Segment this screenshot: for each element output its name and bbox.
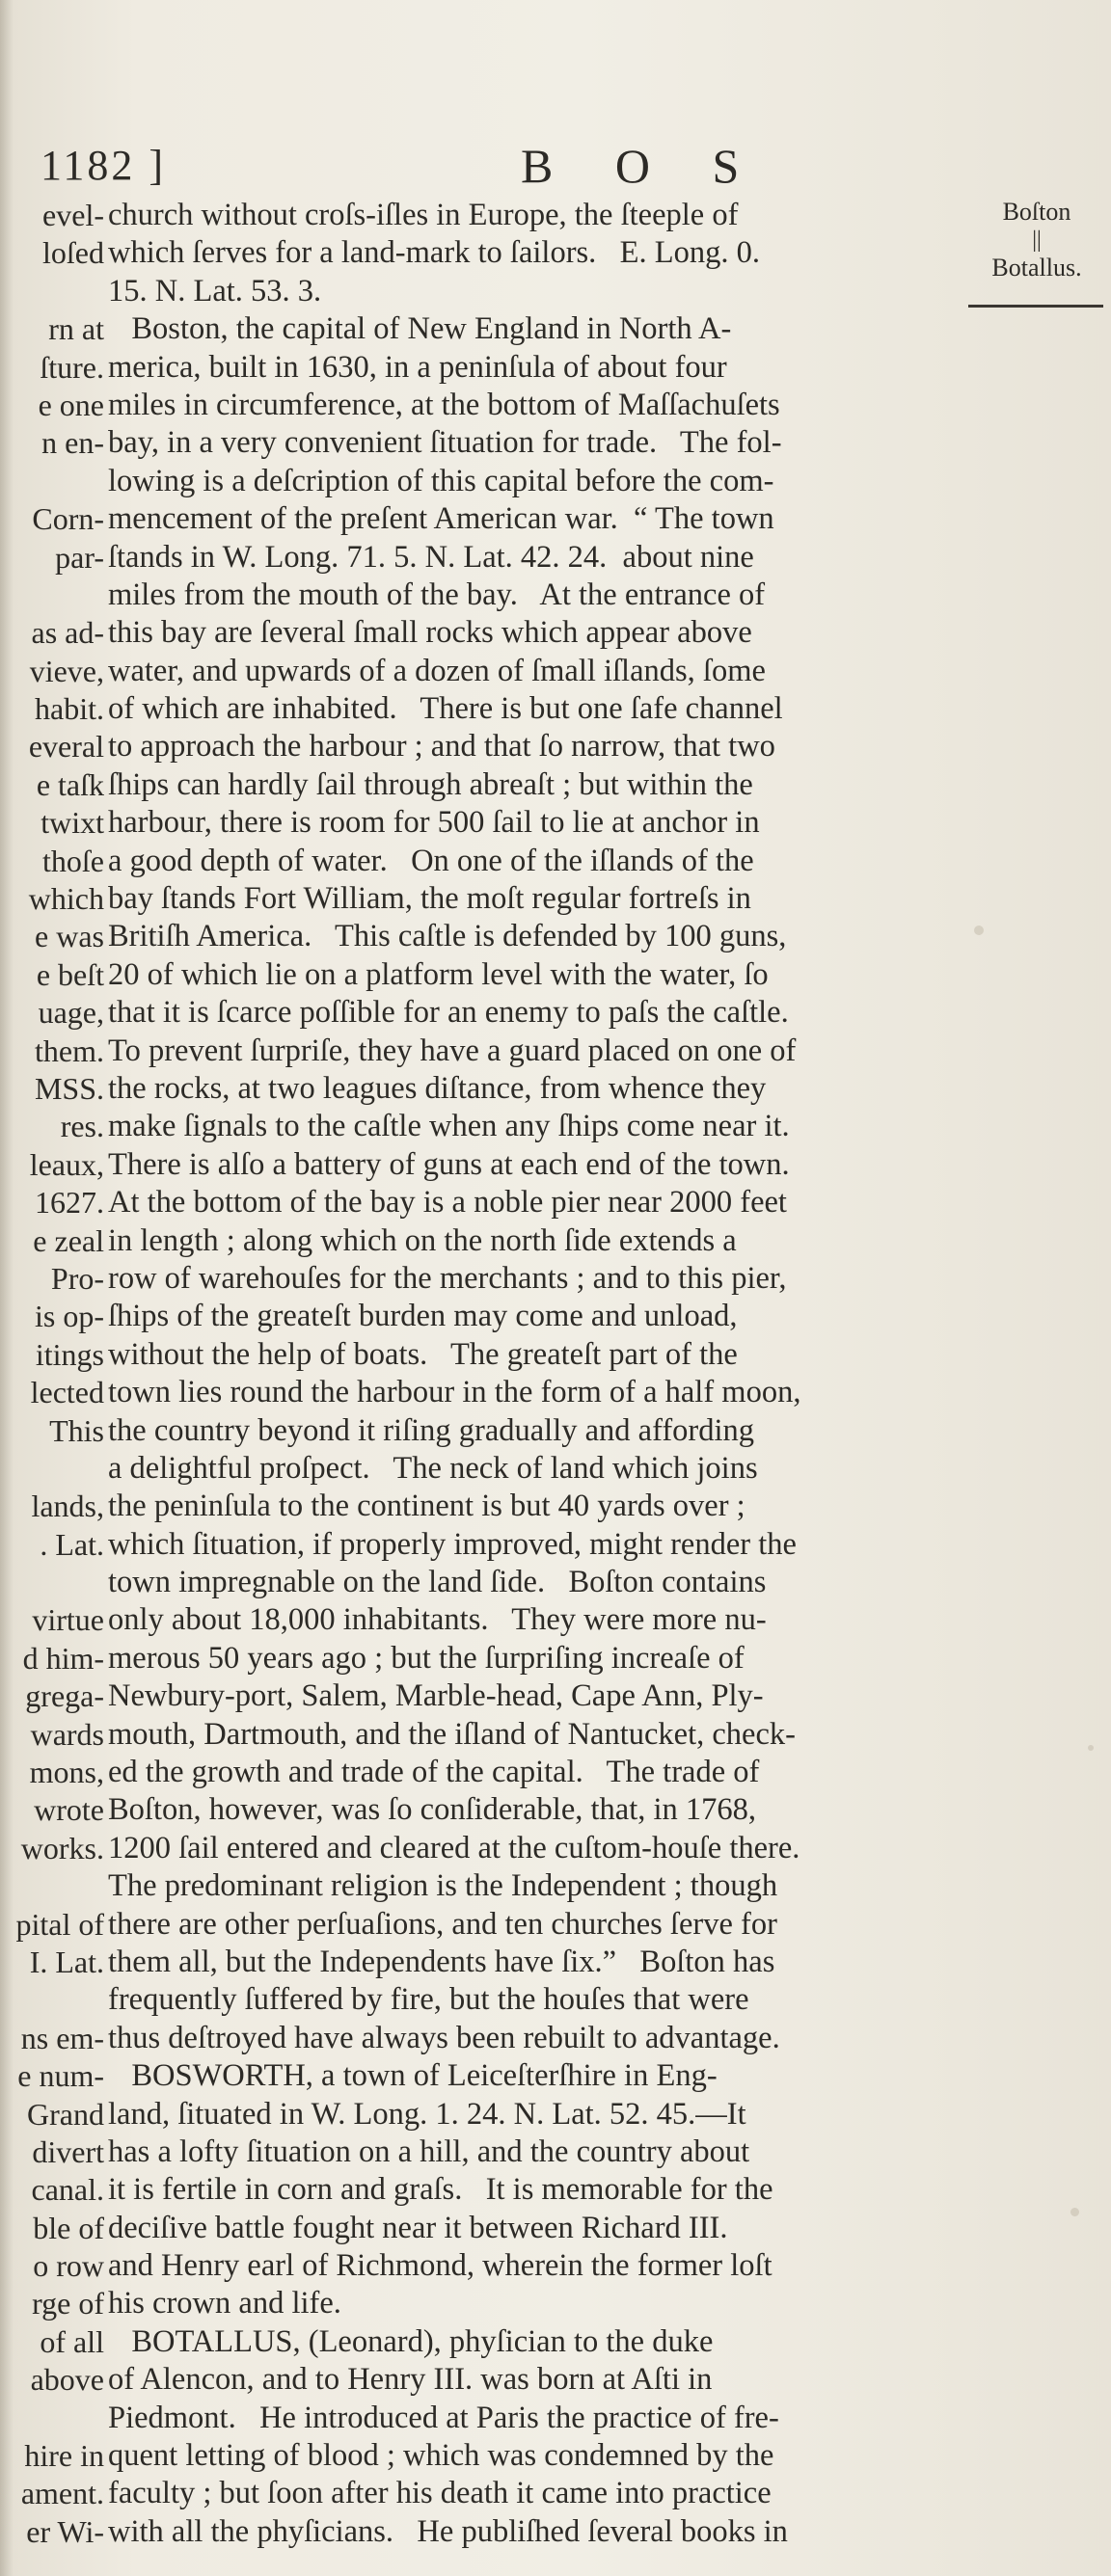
left-column-line: everal: [28, 729, 104, 765]
text-line: ſhips of the greateſt burden may come and unload,: [108, 1299, 738, 1334]
left-column-line: d him-: [22, 1640, 104, 1676]
text-line: the country beyond it riſing gradually and affording: [108, 1412, 754, 1448]
left-column-line: wards: [30, 1716, 104, 1752]
left-column-line: 1627.: [35, 1185, 104, 1221]
text-line: merica, built in 1630, in a peninſula of about four: [108, 349, 727, 385]
text-line: town impregnable on the land ſide. Boſton contains: [108, 1565, 767, 1600]
left-column-line: [0, 273, 104, 310]
text-line: 20 of which lie on a platform level with the water, ſo: [108, 956, 769, 992]
text-line: miles from the mouth of the bay. At the entrance of: [108, 577, 766, 612]
left-column-line: is op-: [35, 1299, 104, 1334]
left-column-line: lected: [30, 1375, 104, 1410]
left-column-line: er Wi-: [26, 2513, 104, 2549]
running-head: B O S: [521, 139, 765, 193]
margin-note-rule: [968, 305, 1103, 308]
text-line: quent letting of blood ; which was condemned by the: [108, 2438, 774, 2474]
text-line: deciſive battle fought near it between Richard III.: [108, 2210, 728, 2245]
left-column-line: n en-: [41, 425, 104, 461]
text-line: BOSWORTH, a town of Leiceſterſhire in Eng-: [108, 2058, 718, 2094]
left-column-line: lands,: [31, 1489, 104, 1524]
text-line: faculty ; but ſoon after his death it came into practice: [108, 2476, 772, 2511]
text-line: ſhips can hardly ſail through abreaſt ; but within the: [108, 766, 753, 802]
text-line: Boston, the capital of New England in North A-: [108, 311, 732, 347]
left-column-line: e zeal: [33, 1222, 104, 1258]
text-line: without the help of boats. The greateſt part of the: [108, 1336, 738, 1372]
left-column-line: ns em-: [20, 2020, 104, 2055]
left-column-line: Grand: [27, 2096, 104, 2132]
left-column-line: pital of: [15, 1906, 104, 1942]
paper-spot: [1070, 2208, 1079, 2216]
left-column-line: habit.: [35, 691, 104, 727]
text-line: it is fertile in corn and graſs. It is memorable for the: [108, 2172, 773, 2208]
text-line: of Alencon, and to Henry III. was born at Aſti in: [108, 2362, 713, 2398]
text-line: make ſignals to the caſtle when any ſhips come near it.: [108, 1109, 790, 1144]
left-column-line: rge of: [32, 2286, 104, 2321]
left-column-line: MSS.: [34, 1070, 104, 1106]
left-column-line: uage,: [38, 995, 104, 1031]
text-line: them all, but the Independents have ſix.” Boſton has: [108, 1944, 775, 1979]
left-column-line: them.: [35, 1033, 104, 1068]
left-column-line: e beſt: [36, 956, 104, 992]
text-line: Piedmont. He introduced at Paris the practice of fre-: [108, 2400, 779, 2435]
left-column-line: divert: [32, 2133, 104, 2169]
text-line: mencement of the preſent American war. “ The town: [108, 501, 774, 537]
text-line: row of warehouſes for the merchants ; and to this pier,: [108, 1260, 787, 1296]
left-column-line: which: [28, 881, 104, 917]
text-line: Britiſh America. This caſtle is defended by 100 guns,: [108, 919, 787, 954]
text-line: Boſton, however, was ſo conſiderable, that, in 1768,: [108, 1792, 757, 1828]
margin-note-boston: Boſton: [1002, 198, 1071, 226]
text-line: land, ſituated in W. Long. 1. 24. N. Lat. 52. 45.—It: [108, 2096, 746, 2132]
text-line: The predominant religion is the Independent ; though: [108, 1868, 778, 1904]
left-column-line: ble of: [33, 2210, 104, 2245]
left-column-line: Pro-: [50, 1260, 104, 1296]
page-header: [0, 137, 1111, 199]
text-line: which ſituation, if properly improved, might render the: [108, 1526, 797, 1562]
text-line: bay, in a very convenient ſituation for trade. The fol-: [108, 425, 782, 461]
left-column-line: I. Lat.: [29, 1944, 104, 1979]
margin-notes: [964, 197, 1109, 283]
left-column-line: . Lat.: [40, 1526, 104, 1562]
left-column-line: vieve,: [29, 653, 104, 688]
text-line: At the bottom of the bay is a noble pier near 2000 feet: [108, 1185, 787, 1221]
text-line: 15. N. Lat. 53. 3.: [108, 273, 322, 309]
text-line: the rocks, at two leagues diſtance, from whence they: [108, 1070, 767, 1106]
left-column-line: e one: [38, 387, 104, 422]
text-line: ſtands in W. Long. 71. 5. N. Lat. 42. 24. about nine: [108, 539, 754, 575]
left-column-line: Corn-: [32, 501, 104, 537]
left-column-line: wrote: [34, 1792, 104, 1828]
text-line: To prevent ſurpriſe, they have a guard placed on one of: [108, 1033, 797, 1068]
left-column-line: [0, 577, 104, 614]
left-column-line: [0, 1981, 104, 2019]
left-column-line: as ad-: [31, 615, 104, 651]
left-column-line: works.: [20, 1830, 104, 1865]
left-column-line: above: [30, 2362, 104, 2398]
text-line: There is alſo a battery of guns at each end of the town.: [108, 1146, 790, 1182]
text-line: which ſerves for a land-mark to ſailors. E. Long. 0.: [108, 235, 760, 271]
left-column-line: virtue: [32, 1602, 104, 1638]
text-line: there are other perſuaſions, and ten churches ſerve for: [108, 1906, 777, 1942]
text-line: harbour, there is room for 500 ſail to lie at anchor in: [108, 805, 760, 841]
left-column-fragment: [0, 197, 104, 2551]
text-line: of which are inhabited. There is but one ſafe channel: [108, 691, 783, 727]
text-line: merous 50 years ago ; but the ſurpriſing increaſe of: [108, 1640, 745, 1676]
text-line: a good depth of water. On one of the iſlands of the: [108, 843, 754, 878]
left-column-line: thoſe: [42, 843, 104, 878]
left-column-line: [0, 1564, 104, 1601]
text-line: the peninſula to the continent is but 40 yards over ;: [108, 1489, 745, 1524]
text-line: 1200 ſail entered and cleared at the cuſtom-houſe there.: [108, 1830, 800, 1865]
left-column-line: e taſk: [36, 766, 104, 802]
main-text-column: [108, 197, 962, 2551]
text-line: town lies round the harbour in the form of a half moon,: [108, 1375, 801, 1410]
text-line: lowing is a deſcription of this capital before the com-: [108, 463, 774, 498]
margin-note-botallus: Botallus.: [991, 254, 1082, 282]
text-line: frequently ſuffered by fire, but the houſes that were: [108, 1982, 749, 2018]
text-line: church without croſs-iſles in Europe, the ſteeple of: [108, 198, 739, 232]
left-column-line: itings: [35, 1336, 104, 1372]
left-column-line: leaux,: [29, 1146, 104, 1182]
text-line: mouth, Dartmouth, and the iſland of Nantucket, check-: [108, 1716, 796, 1752]
left-column-line: par-: [55, 539, 104, 575]
text-line: Newbury-port, Salem, Marble-head, Cape Ann, Ply-: [108, 1678, 764, 1714]
left-column-line: ament.: [20, 2476, 104, 2511]
left-column-line: evel-: [42, 198, 104, 232]
text-line: miles in circumference, at the bottom of Maſſachuſets: [108, 387, 780, 422]
left-column-line: [0, 1867, 104, 1905]
left-column-line: [0, 1450, 104, 1488]
text-line: with all the phyſicians. He publiſhed ſeveral books in: [108, 2513, 788, 2549]
text-line: a delightful proſpect. The neck of land which joins: [108, 1450, 758, 1486]
left-column-line: hire in: [24, 2438, 104, 2474]
text-line: bay ſtands Fort William, the moſt regular fortreſs in: [108, 881, 751, 917]
left-column-line: mons,: [29, 1755, 104, 1790]
text-line: and Henry earl of Richmond, wherein the former loſt: [108, 2248, 772, 2284]
left-column-line: This: [49, 1412, 104, 1448]
text-line: to approach the harbour ; and that ſo narrow, that two: [108, 729, 775, 765]
left-column-line: grega-: [25, 1678, 104, 1714]
text-line: water, and upwards of a dozen of ſmall iſlands, ſome: [108, 653, 766, 688]
left-column-line: [0, 463, 104, 500]
left-column-line: res.: [60, 1109, 104, 1144]
left-column-line: ſture.: [40, 349, 104, 385]
margin-note-separator: ||: [1032, 228, 1042, 253]
text-line: BOTALLUS, (Leonard), phyſician to the duke: [108, 2323, 714, 2359]
left-column-line: loſed: [42, 235, 104, 271]
text-line: ed the growth and trade of the capital. The trade of: [108, 1755, 760, 1790]
left-column-line: e num-: [17, 2058, 104, 2094]
left-column-line: of all: [40, 2323, 104, 2359]
text-line: this bay are ſeveral ſmall rocks which appear above: [108, 615, 752, 651]
left-column-line: twixt: [41, 805, 104, 841]
text-line: in length ; along which on the north ſide extends a: [108, 1222, 737, 1258]
left-column-line: o row: [33, 2248, 104, 2284]
left-column-line: canal.: [31, 2172, 104, 2208]
paper-spot: [974, 926, 984, 935]
text-line: that it is ſcarce poſſible for an enemy to paſs the caſtle.: [108, 995, 789, 1031]
paper-spot: [1088, 1745, 1094, 1751]
left-column-line: [0, 2400, 104, 2437]
text-line: only about 18,000 inhabitants. They were more nu-: [108, 1602, 767, 1638]
text-line: thus deſtroyed have always been rebuilt to advantage.: [108, 2020, 780, 2055]
text-line: his crown and life.: [108, 2286, 341, 2321]
text-line: has a lofty ſituation on a hill, and the country about: [108, 2133, 750, 2169]
left-column-line: rn at: [48, 311, 104, 347]
left-column-line: e was: [35, 919, 104, 954]
page-number: 1182 ]: [41, 142, 167, 189]
